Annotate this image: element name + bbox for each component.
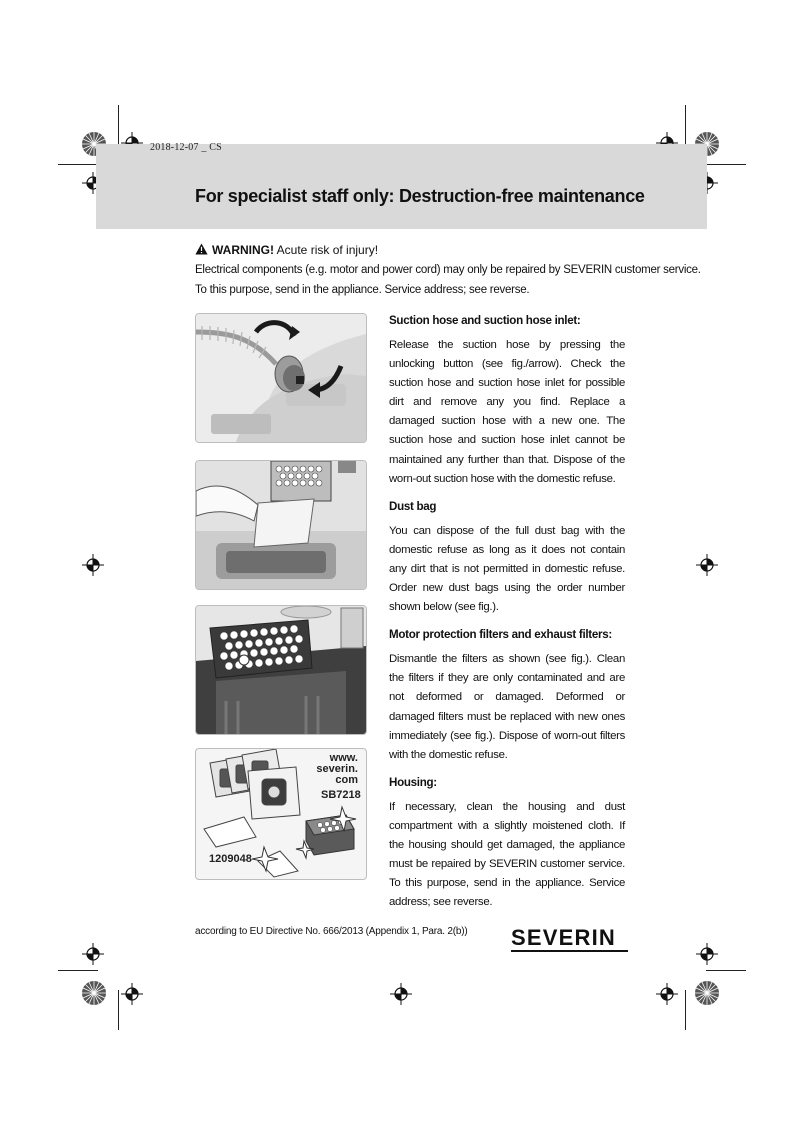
section-body: Dismantle the filters as shown (see fig.). Clean the filters if they are only contaminated and are not deformed or damaged. Deformed or damaged filters must be replaced with new ones immediately (see fig.). Dispose of worn-out filters with the domestic refuse. bbox=[389, 653, 625, 761]
section-housing bbox=[389, 773, 625, 913]
register-mark-icon bbox=[656, 983, 678, 1005]
model-number: SB7218 bbox=[321, 789, 361, 801]
warning-text: Acute risk of injury! bbox=[276, 243, 379, 257]
warning-body-line1: Electrical components (e.g. motor and power cord) may only be repaired by SEVERIN customer service. bbox=[195, 264, 701, 276]
print-stamp: 2018-12-07 _ CS bbox=[150, 142, 222, 153]
crop-line bbox=[685, 105, 686, 145]
register-mark-icon bbox=[121, 983, 143, 1005]
brand-logo: SEVERIN bbox=[511, 925, 616, 950]
star-target-icon bbox=[694, 980, 720, 1006]
warning-line bbox=[195, 243, 378, 258]
section-body: You can dispose of the full dust bag with the domestic refuse as long as it does not contain any dirt that is not permitted in domestic refuse. Order new dust bags using the order number shown below (see fig.). bbox=[389, 524, 625, 614]
crop-line bbox=[58, 970, 98, 971]
crop-line bbox=[118, 990, 119, 1030]
crop-line bbox=[118, 105, 119, 145]
crop-line bbox=[685, 990, 686, 1030]
web-address-line: severin. bbox=[316, 763, 358, 775]
warning-label: WARNING! bbox=[212, 243, 274, 257]
web-address-line: www. bbox=[329, 752, 358, 764]
figure-accessories bbox=[195, 748, 367, 880]
register-mark-icon bbox=[696, 554, 718, 576]
figure-dust-bag bbox=[195, 460, 367, 590]
section-body: Release the suction hose by pressing the unlocking button (see fig./arrow). Check the suction hose and suction hose inlet for possible dirt and remove any you find. Replace a damaged suction hose with a new one. The suction hose and suction hose inlet cannot be maintained any further than that. Dispose of the worn-out suction hose with the domestic refuse. bbox=[389, 339, 625, 485]
instructions-column bbox=[389, 311, 625, 920]
register-mark-icon bbox=[696, 943, 718, 965]
section-heading: Motor protection filters and exhaust filters: bbox=[389, 628, 612, 642]
section-heading: Housing: bbox=[389, 775, 437, 789]
crop-line bbox=[706, 164, 746, 165]
register-mark-icon bbox=[82, 554, 104, 576]
dust-bag-icon bbox=[210, 749, 300, 819]
page-title: For specialist staff only: Destruction-free maintenance bbox=[195, 186, 645, 206]
order-number: 1209048 bbox=[209, 853, 252, 865]
register-mark-icon bbox=[82, 943, 104, 965]
warning-body-line2: To this purpose, send in the appliance. Service address; see reverse. bbox=[195, 284, 530, 296]
section-dust-bag bbox=[389, 497, 625, 617]
section-body: If necessary, clean the housing and dust compartment with a slightly moistened cloth. If the housing should get damaged, the appliance must be repaired by SEVERIN customer service. To this purpose, send in the appliance. Service address; see reverse. bbox=[389, 800, 625, 909]
web-address-line: com bbox=[335, 774, 358, 786]
section-heading: Suction hose and suction hose inlet: bbox=[389, 314, 581, 327]
section-suction-hose bbox=[389, 311, 625, 489]
star-target-icon bbox=[81, 980, 107, 1006]
register-mark-icon bbox=[390, 983, 412, 1005]
directive-note: according to EU Directive No. 666/2013 (Appendix 1, Para. 2(b)) bbox=[195, 926, 468, 937]
section-heading: Dust bag bbox=[389, 499, 437, 513]
crop-line bbox=[706, 970, 746, 971]
section-filters bbox=[389, 625, 625, 765]
figure-filters bbox=[195, 605, 367, 735]
brand-underline bbox=[511, 950, 628, 952]
crop-line bbox=[58, 164, 98, 165]
warning-icon bbox=[195, 243, 208, 258]
figure-suction-hose bbox=[195, 313, 367, 443]
